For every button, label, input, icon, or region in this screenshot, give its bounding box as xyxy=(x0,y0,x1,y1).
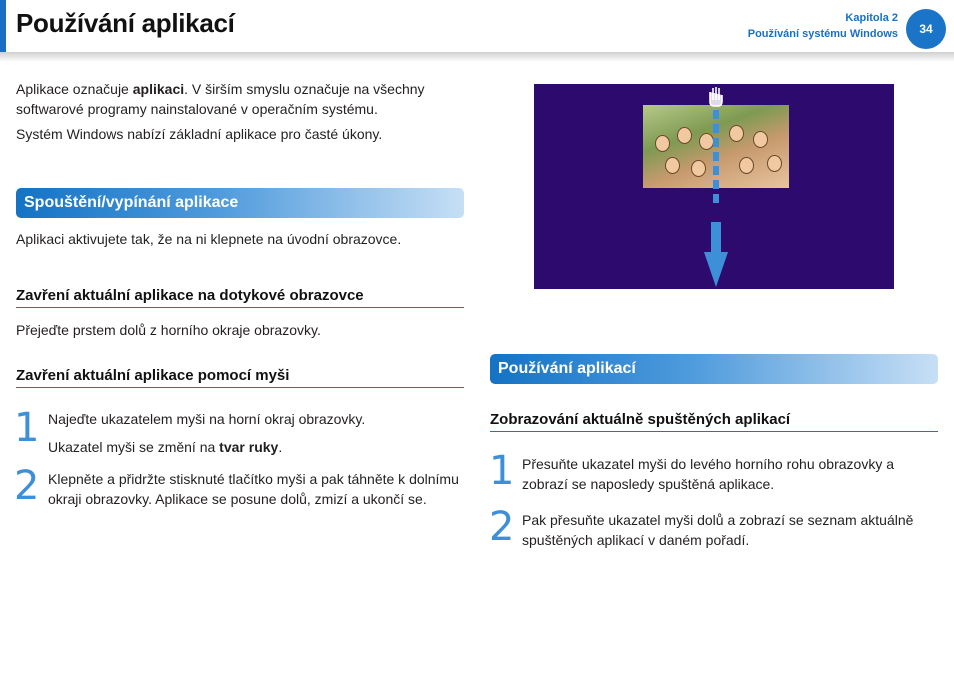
page-title: Používání aplikací xyxy=(16,8,235,38)
section-text-start: Aplikaci aktivujete tak, že na ni klepnete na úvodní obrazovce. xyxy=(16,231,402,247)
step-note-bold: tvar ruky xyxy=(219,439,279,455)
step-number: 1 xyxy=(489,448,515,494)
step-text: Najeďte ukazatelem myši na horní okraj obrazovky. xyxy=(48,411,366,427)
intro-bold-term: aplikaci xyxy=(132,81,185,97)
intro-section xyxy=(16,79,466,144)
step-note-pre: Ukazatel myši se změní na xyxy=(48,439,220,455)
intro-paragraph xyxy=(16,79,466,119)
step-text: Přesuňte ukazatel myši do levého horního rohu obrazovky a zobrazí se naposledy spuštěná aplikace. xyxy=(522,456,894,492)
step-text: Pak přesuňte ukazatel myši dolů a zobrazí se seznam aktuálně spuštěných aplikací v daném pořadí. xyxy=(522,512,914,548)
section-banner-using-apps: Používání aplikací xyxy=(490,354,938,384)
header-divider xyxy=(0,52,954,62)
touch-close-text: Přejeďte prstem dolů z horního okraje obrazovky. xyxy=(16,322,321,338)
intro-text-post: . V širším smyslu označuje na všechny softwarové programy nainstalované v operačním systému. xyxy=(16,81,425,117)
step-number: 2 xyxy=(14,463,40,509)
step-note-post: . xyxy=(278,439,283,455)
step-text: Klepněte a přidržte stisknuté tlačítko myši a pak táhněte k dolnímu okraji obrazovky. Aplikace se posune dolů, zmizí a ukončí se. xyxy=(48,471,459,507)
page-number-badge: 34 xyxy=(906,9,946,49)
chapter-subtitle: Používání systému Windows xyxy=(747,28,898,40)
section-banner-start-stop: Spouštění/vypínání aplikace xyxy=(16,188,464,218)
intro-text-pre: Aplikace označuje xyxy=(16,81,133,97)
arrow-down-icon xyxy=(704,222,728,287)
chapter-label: Kapitola 2 xyxy=(845,12,898,24)
dashed-track xyxy=(713,110,719,203)
subheading-touch-close: Zavření aktuální aplikace na dotykové obrazovce xyxy=(16,287,464,308)
drag-down-arrow-graphic xyxy=(700,84,734,289)
subheading-mouse-close: Zavření aktuální aplikace pomocí myši xyxy=(16,367,464,388)
header-accent-bar xyxy=(0,0,6,52)
intro-paragraph-2: Systém Windows nabízí základní aplikace pro časté úkony. xyxy=(16,126,383,142)
step-number: 2 xyxy=(489,504,515,550)
step-note xyxy=(48,437,463,457)
step-number: 1 xyxy=(14,405,40,451)
subheading-running-apps: Zobrazování aktuálně spuštěných aplikací xyxy=(490,411,938,432)
hand-cursor-icon xyxy=(710,87,722,106)
